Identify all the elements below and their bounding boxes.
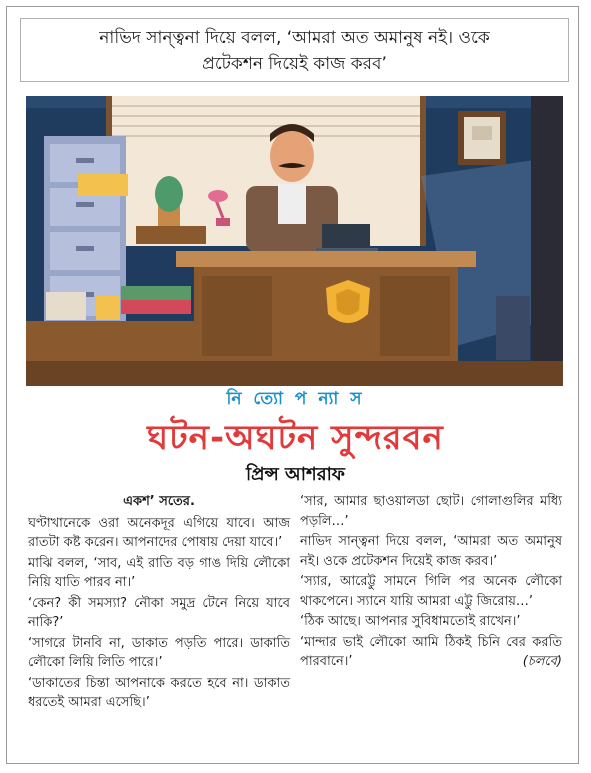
paragraph: ‘ডাকাতের চিন্তা আপনাকে করতে হবে না। ডাকাত ধরতেই আমরা এসেছি।’ — [28, 675, 290, 710]
pull-quote-line-1: নাভিদ সান্ত্বনা দিয়ে বলল, ‘আমরা অত অমানুষ নই। ওকে — [99, 28, 490, 48]
pull-quote-banner — [20, 18, 569, 82]
paragraph: ‘ঠিক আছে। আপনার সুবিধামতোই রাখেন।’ — [300, 614, 521, 629]
paragraph: ঘণ্টাখানেকে ওরা অনেকদূর এগিয়ে যাবে। আজ রাতটা কষ্ট করেন। আপনাদের পোষায় দেয়া যাবে।’ — [28, 515, 290, 550]
plant-icon — [155, 176, 183, 226]
left-column — [28, 492, 290, 714]
author-name: প্রিন্স আশরাফ — [246, 464, 345, 485]
paragraph: ‘সাগরে টানবি না, ডাকাত পড়তি পারে। ডাকাতি লৌকো লিয়ি লিতি পারে।’ — [28, 635, 290, 670]
paragraph: ‘স্যার, আরেট্টু সামনে গিলি পর অনেক লৌকো থাকপেনে। স্যানে যায়ি আমরা এট্টু জিরোয়…’ — [300, 574, 562, 609]
pull-quote-line-2: প্রটেকশন দিয়েই কাজ করব’ — [202, 54, 387, 74]
series-label: নি ত্যো প ন্যা স — [226, 389, 365, 409]
right-column — [300, 492, 562, 673]
police-badge-icon — [326, 280, 370, 323]
desk-icon — [176, 251, 476, 365]
chapter-heading: একশ’ সতের. — [123, 494, 195, 509]
paragraph: ‘কেন? কী সমস্যা? নৌকা সমুদ্র টেনে নিয়ে যাবে নাকি?’ — [28, 595, 290, 630]
paragraph: নাভিদ সান্ত্বনা দিয়ে বলল, ‘আমরা অত অমানুষ নই। ওকে প্রটেকশন দিয়েই কাজ করব।’ — [300, 534, 562, 569]
binders-icon — [26, 286, 194, 361]
story-title: ঘটন-অঘটন সুন্দরবন — [147, 418, 444, 458]
paragraph: ‘সার, আমার ছাওয়ালডা ছোট। গোলাগুলির মধ্যি পড়লি…’ — [300, 494, 562, 529]
continued-label: (চলবে) — [522, 654, 562, 669]
laptop-icon — [316, 224, 378, 253]
office-illustration — [26, 96, 563, 386]
last-paragraph — [300, 633, 562, 672]
picture-frame-icon — [458, 111, 506, 165]
paragraph-text: ‘মান্দার ভাই লৌকো আমি ঠিকই চিনি বের করতি পারবানে।’ — [300, 634, 562, 669]
office-scene — [26, 96, 563, 386]
paragraph: মাঝি বলল, ‘সাব, এই রাতি বড় গাঙ দিয়ি লৌকো নিয়ি যাতি পারব না।’ — [28, 555, 290, 590]
